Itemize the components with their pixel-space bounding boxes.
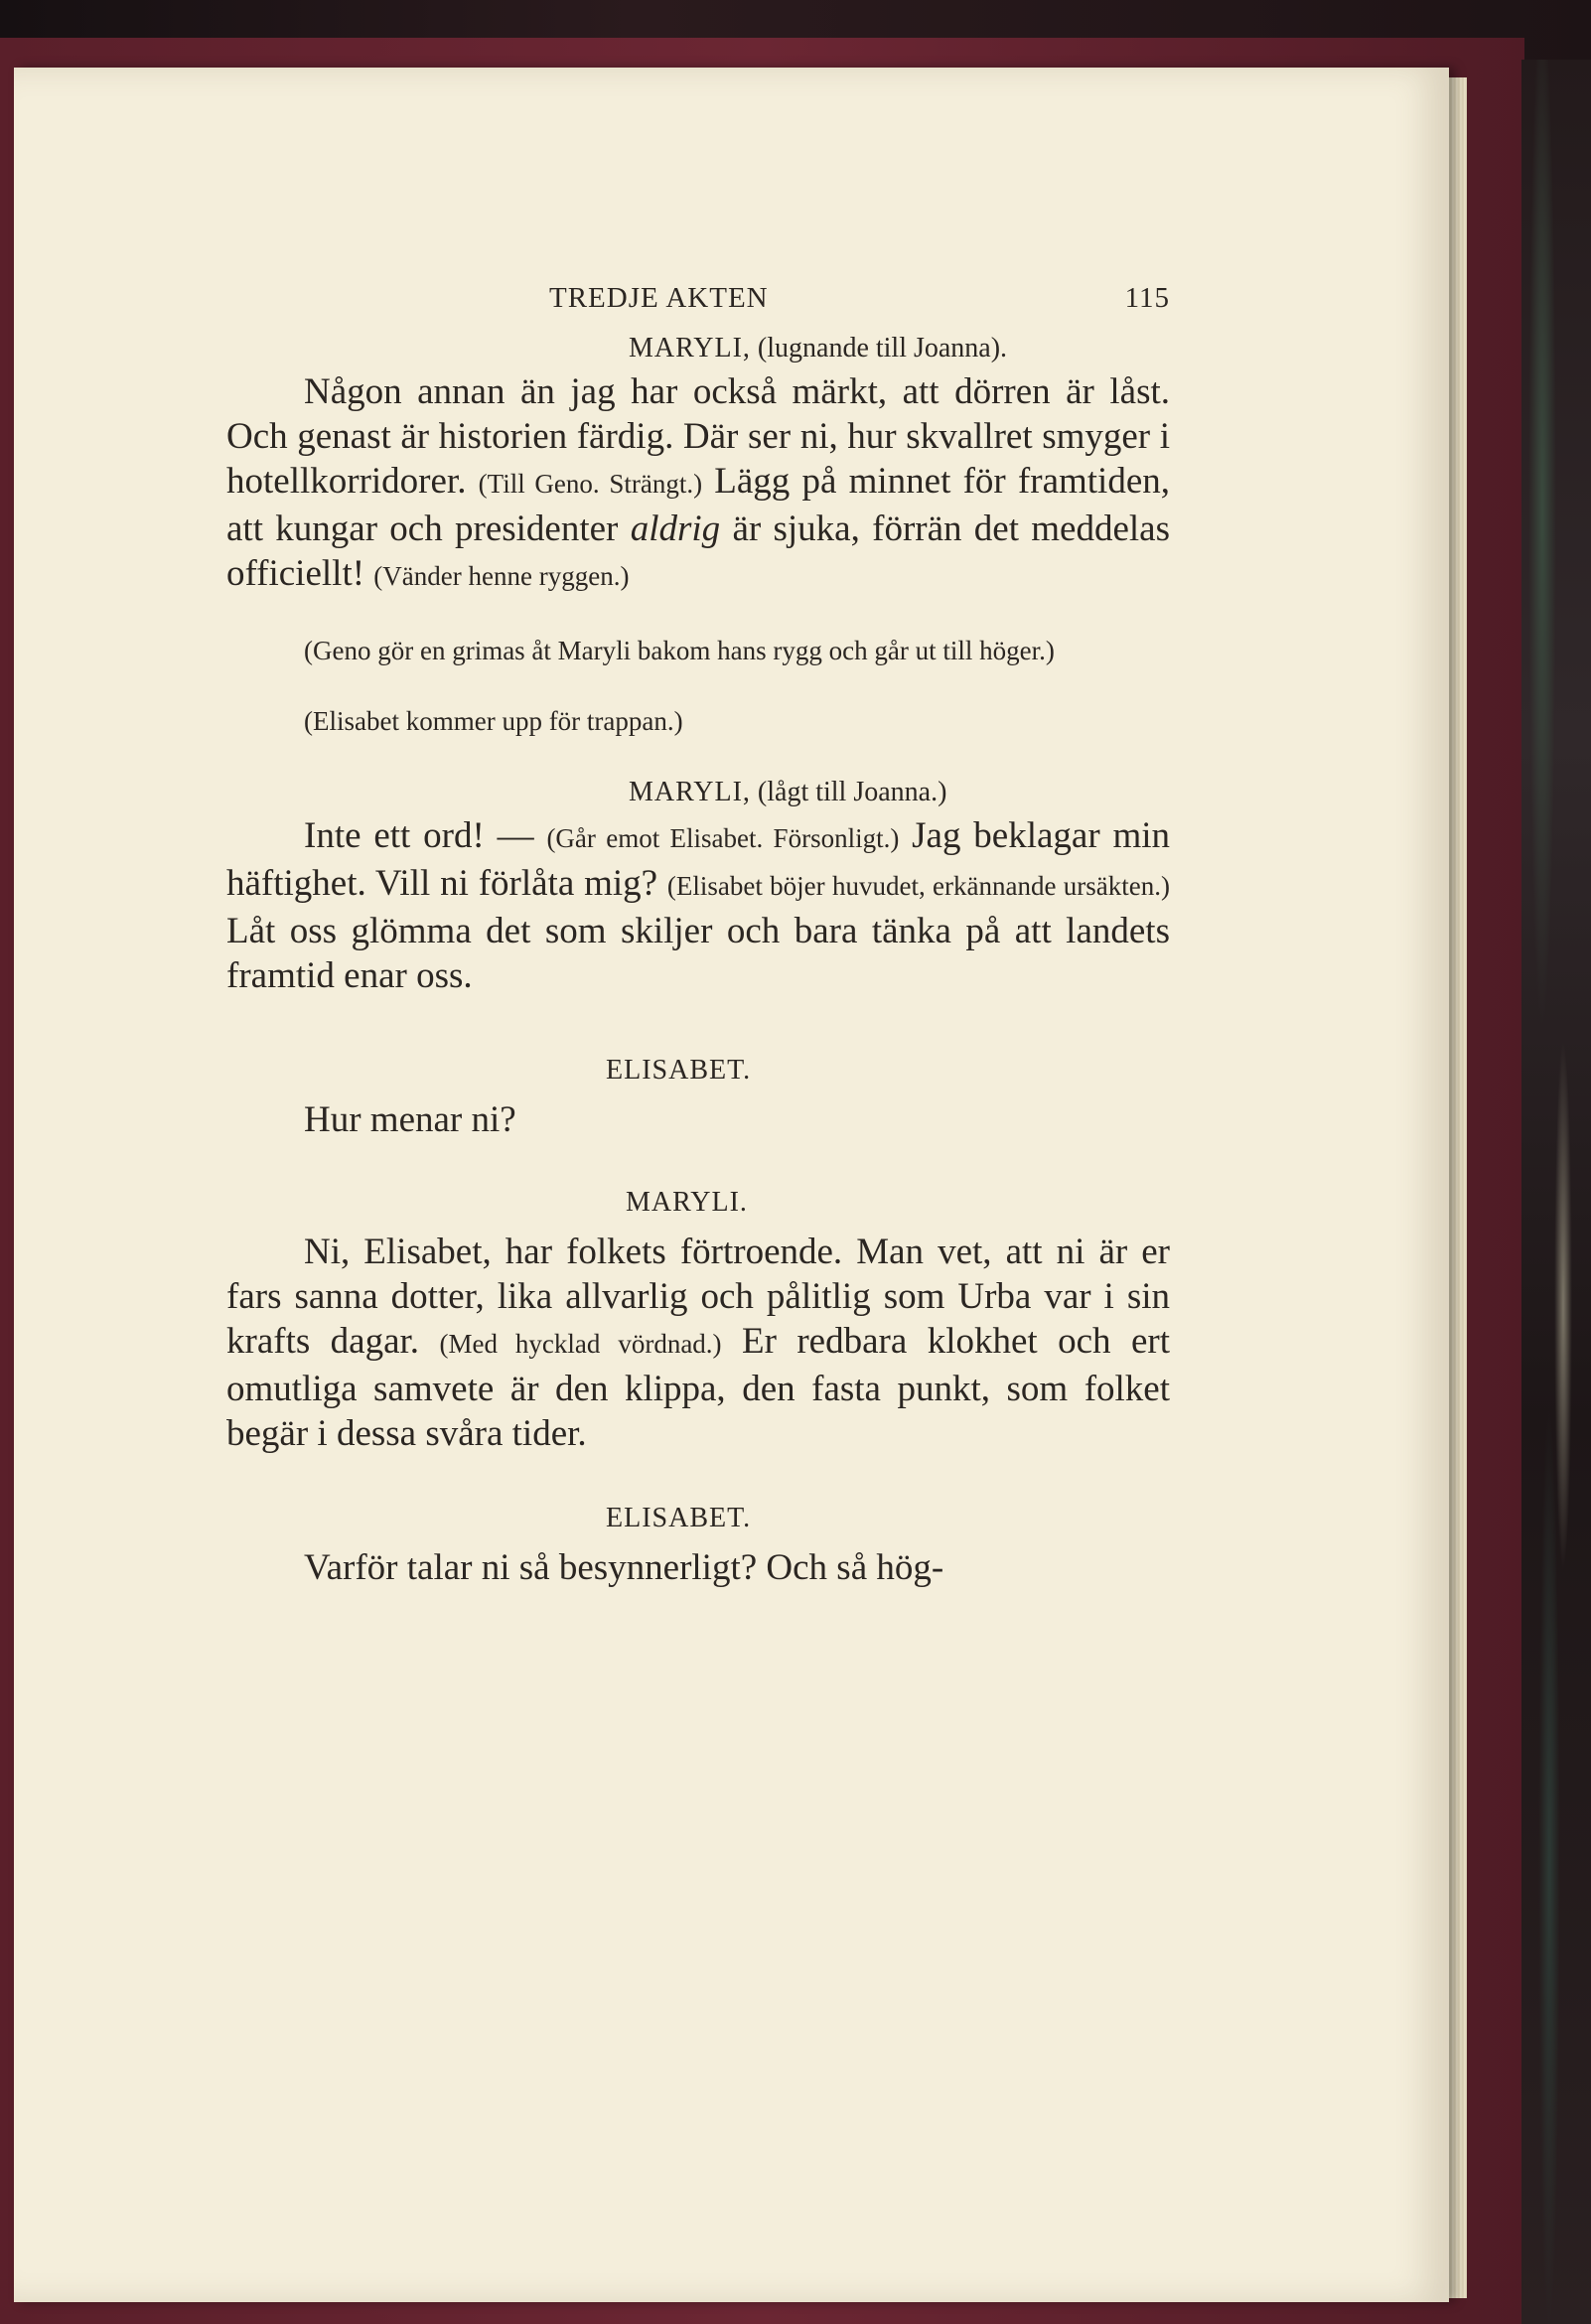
- page-edges: [1449, 77, 1467, 2298]
- speaker-heading: [226, 332, 1170, 365]
- dialogue-paragraph: [226, 1230, 1170, 1456]
- page-number: 115: [1124, 282, 1170, 314]
- stage-direction: (lugnande till Joanna).: [757, 333, 1008, 363]
- dialogue-paragraph: [226, 1545, 1170, 1590]
- dialogue-text: Lägg på minnet för framtiden, att kungar och presidenter: [226, 461, 1170, 549]
- stage-direction: (Vänder henne ryggen.): [373, 561, 630, 591]
- dialogue-text: Låt oss glömma det som skiljer och bara tänka på att landets framtid enar oss.: [226, 911, 1170, 996]
- speaker-name: MARYLI,: [629, 777, 751, 807]
- emphasis: aldrig: [630, 508, 721, 549]
- stage-direction: (Elisabet böjer huvudet, erkännande ursäkten.): [666, 871, 1170, 901]
- speaker-name: MARYLI,: [629, 333, 751, 363]
- dialogue-text: Varför talar ni så besynnerligt? Och så hög-: [304, 1547, 944, 1588]
- speaker-name: ELISABET.: [606, 1055, 752, 1086]
- dialogue-paragraph: [226, 369, 1170, 599]
- marbled-endpaper: [1521, 60, 1591, 2324]
- dialogue-paragraph: [226, 813, 1170, 998]
- stage-direction-paragraph: (Geno gör en grimas åt Maryli bakom hans rygg och går ut till höger.): [304, 636, 1055, 665]
- speaker-name: ELISABET.: [606, 1503, 752, 1533]
- dialogue-text: Hur menar ni?: [304, 1099, 516, 1140]
- dialogue-text: Er redbara klokhet och ert omutliga samvete är den klippa, den fasta punkt, som folket begär i dessa svåra tider.: [226, 1321, 1170, 1454]
- dialogue-text: Ni, Elisabet, har folkets förtroende. Man vet, att ni är er fars sanna dotter, lika allvarlig och pålitlig som Urba var i sin krafts dagar.: [226, 1232, 1170, 1362]
- stage-direction: (Går emot Elisabet. Försonligt.): [546, 823, 900, 853]
- speaker-heading: [226, 1186, 1170, 1220]
- stage-direction: (Till Geno. Strängt.): [478, 469, 703, 499]
- dialogue-paragraph: [226, 1097, 1170, 1142]
- dialogue-text: Jag beklagar min häftighet. Vill ni förlåta mig?: [226, 815, 1171, 904]
- speaker-heading: [226, 776, 1170, 809]
- stage-direction: (lågt till Joanna.): [757, 777, 947, 807]
- stage-direction: (Med hycklad vördnad.): [439, 1329, 722, 1359]
- dialogue-text: Inte ett ord! —: [304, 815, 534, 856]
- running-title: TREDJE AKTEN: [549, 282, 769, 314]
- page-text: [226, 282, 1170, 1590]
- stage-direction-paragraph: (Elisabet kommer upp för trappan.): [304, 706, 683, 736]
- running-head: [226, 282, 1170, 322]
- speaker-name: MARYLI.: [626, 1187, 748, 1218]
- speaker-heading: [226, 1054, 1170, 1088]
- speaker-heading: [226, 1502, 1170, 1535]
- dialogue-text: Någon annan än jag har också märkt, att dörren är låst. Och genast är historien färdig. Där ser ni, hur skvallret smyger i hotellkorridorer.: [226, 371, 1170, 502]
- dialogue-text: är sjuka, förrän det meddelas officiellt!: [226, 508, 1171, 594]
